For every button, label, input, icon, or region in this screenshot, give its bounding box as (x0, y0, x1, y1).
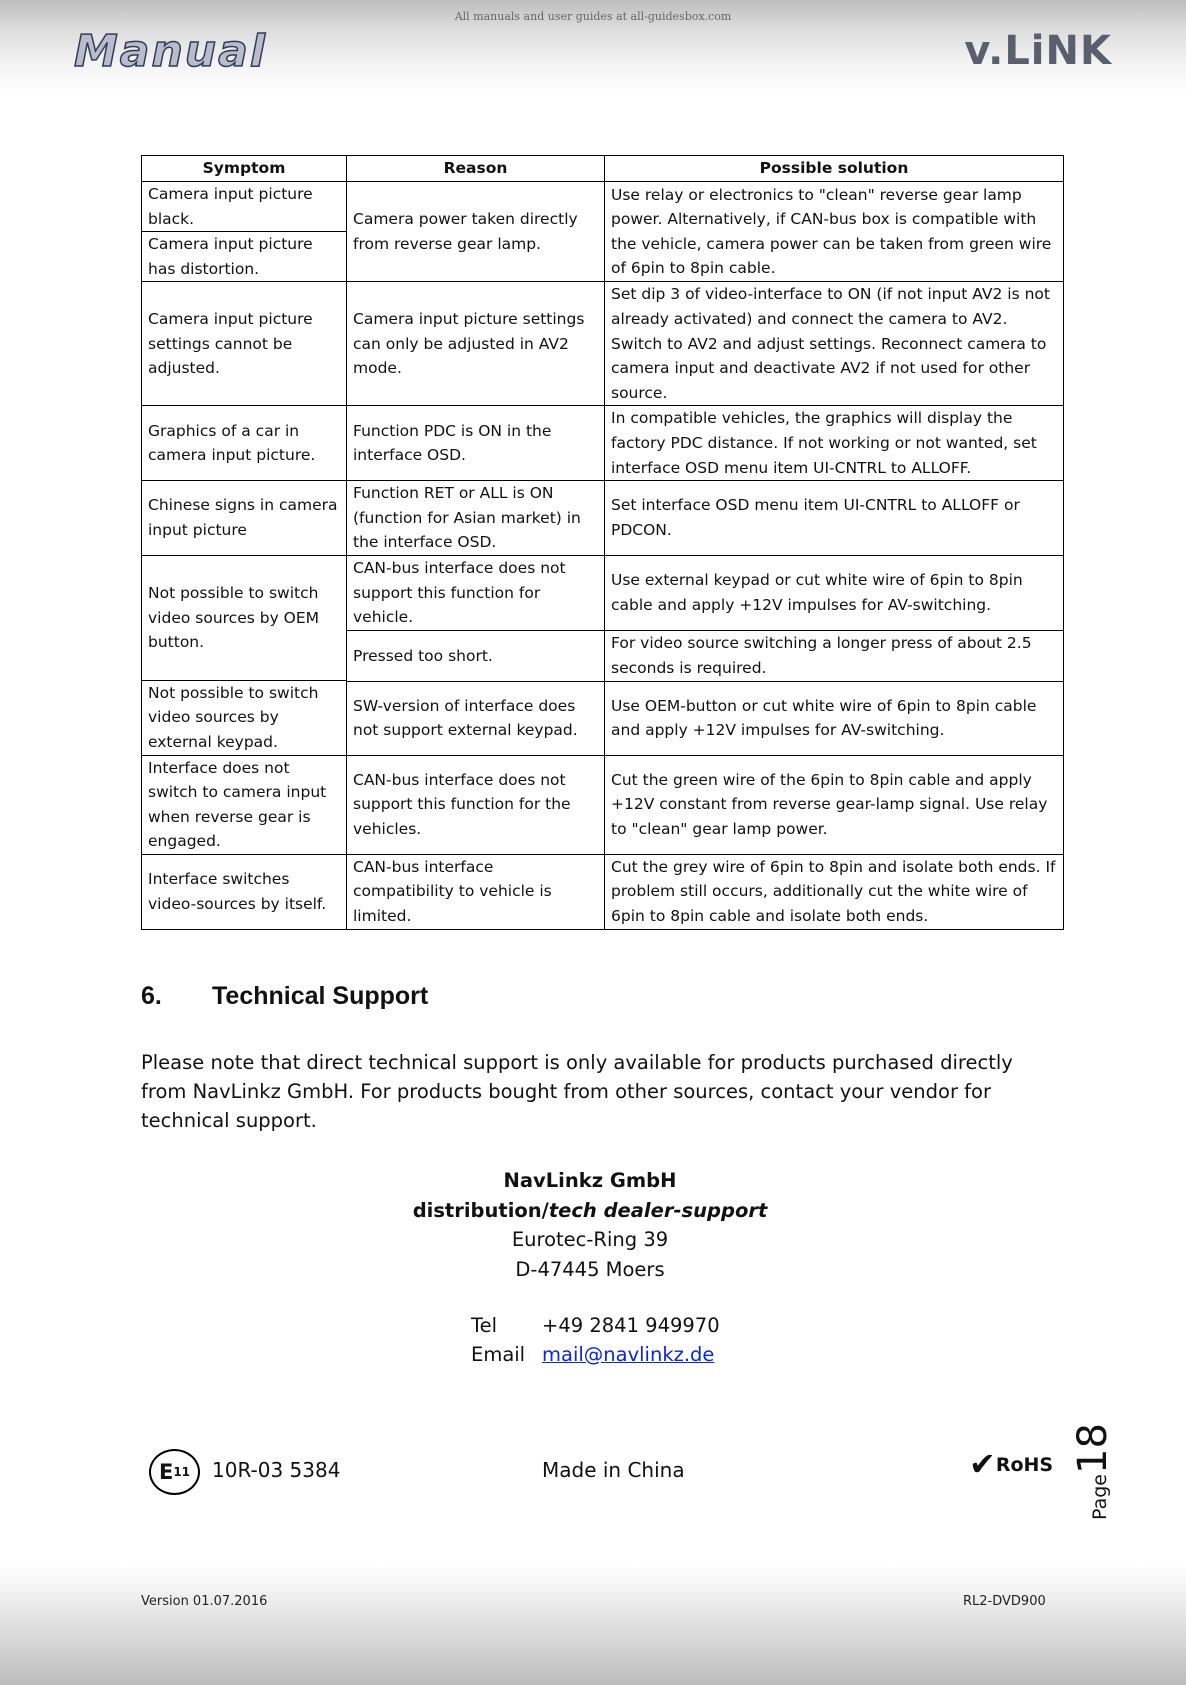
table-header-row (142, 156, 1064, 182)
reason-cell: Pressed too short. (347, 630, 605, 681)
symptom-cell: Graphics of a car in camera input picture. (142, 406, 347, 481)
column-header-reason: Reason (347, 156, 605, 182)
contact-block (380, 1166, 800, 1284)
table-row (142, 854, 1064, 929)
tel-row (471, 1314, 720, 1337)
column-header-symptom: Symptom (142, 156, 347, 182)
section-number: 6. (141, 982, 162, 1010)
table-row (142, 282, 1064, 406)
reason-cell: Camera input picture settings can only be adjusted in AV2 mode. (347, 282, 605, 406)
symptom-cell: Camera input picture black. (142, 182, 347, 232)
email-label: Email (471, 1343, 526, 1366)
table-row (142, 406, 1064, 481)
symptom-cell: Camera input picture has distortion. (142, 232, 347, 282)
page-number-value: 18 (1070, 1423, 1116, 1474)
reason-cell: Function RET or ALL is ON (function for Asian market) in the interface OSD. (347, 481, 605, 556)
solution-cell: Use relay or electronics to "clean" reverse gear lamp power. Alternatively, if CAN-bus box is compatible with the vehicle, camera power can be taken from green wire of 6pin to 8pin cable. (605, 182, 1064, 282)
solution-cell: For video source switching a longer press of about 2.5 seconds is required. (605, 630, 1064, 681)
section-heading (141, 982, 428, 1011)
symptom-cell: Chinese signs in camera input picture (142, 481, 347, 556)
vlink-logo: v.LiNK (964, 28, 1112, 74)
symptom-cell: Interface switches video-sources by itself. (142, 854, 347, 929)
certification-number: 10R-03 5384 (212, 1458, 341, 1482)
page-number (1070, 1423, 1116, 1520)
footer-band (0, 1565, 1186, 1685)
cert-mark-letter: E (158, 1460, 174, 1484)
checkmark-icon: ✔ (969, 1445, 996, 1483)
version-label: Version 01.07.2016 (141, 1594, 268, 1609)
reason-cell: Function PDC is ON in the interface OSD. (347, 406, 605, 481)
made-in-label: Made in China (542, 1458, 685, 1482)
email-row (471, 1343, 714, 1366)
troubleshooting-table (141, 155, 1064, 930)
tel-value: +49 2841 949970 (542, 1314, 720, 1337)
reason-cell: CAN-bus interface compatibility to vehicle is limited. (347, 854, 605, 929)
solution-cell: Use OEM-button or cut white wire of 6pin to 8pin cable and apply +12V impulses for AV-switching. (605, 682, 1064, 755)
rohs-label: RoHS (995, 1454, 1054, 1476)
symptom-cell: Not possible to switch video sources by external keypad. (142, 680, 347, 755)
solution-cell: Set interface OSD menu item UI-CNTRL to ALLOFF or PDCON. (605, 481, 1064, 556)
company-name: NavLinkz GmbH (503, 1169, 677, 1192)
e11-certification-mark (149, 1449, 200, 1495)
solution-cell: Cut the grey wire of 6pin to 8pin and isolate both ends. If problem still occurs, additionally cut the white wire of 6pin to 8pin cable and isolate both ends. (605, 854, 1064, 929)
support-intro-paragraph: Please note that direct technical support is only available for products purchased directly from NavLinkz GmbH. For products bought from other sources, contact your vendor for technical support. (141, 1051, 1013, 1132)
page-word: Page (1089, 1474, 1111, 1520)
city-address: D-47445 Moers (515, 1257, 665, 1281)
department-prefix: distribution/ (412, 1198, 549, 1222)
table-row (142, 755, 1064, 854)
table-row (142, 182, 1064, 232)
symptom-cell: Not possible to switch video sources by OEM button. (142, 555, 347, 680)
solution-cell: Cut the green wire of the 6pin to 8pin cable and apply +12V constant from reverse gear-lamp signal. Use relay to "clean" gear lamp power. (605, 755, 1064, 854)
symptom-cell: Interface does not switch to camera input when reverse gear is engaged. (142, 755, 347, 854)
reason-cell: SW-version of interface does not support external keypad. (347, 682, 605, 755)
rohs-mark (969, 1445, 1053, 1483)
department-line (380, 1196, 800, 1226)
table-row (142, 555, 1064, 630)
cert-mark-sub: 11 (173, 1465, 191, 1479)
model-label: RL2-DVD900 (963, 1594, 1046, 1609)
reason-cell: CAN-bus interface does not support this function for vehicle. (347, 555, 605, 630)
reason-cell: CAN-bus interface does not support this function for the vehicles. (347, 755, 605, 854)
section-title: Technical Support (212, 982, 429, 1010)
department-italic: tech dealer-support (548, 1198, 768, 1222)
solution-cell: Set dip 3 of video-interface to ON (if not input AV2 is not already activated) and connect the camera to AV2. Switch to AV2 and adjust settings. Reconnect camera to camera input and deactivate AV2 if not used for other source. (605, 282, 1064, 406)
email-link[interactable]: mail@navlinkz.de (542, 1343, 715, 1366)
street-address: Eurotec-Ring 39 (511, 1228, 669, 1251)
solution-cell: Use external keypad or cut white wire of 6pin to 8pin cable and apply +12V impulses for AV-switching. (605, 555, 1064, 630)
reason-cell: Camera power taken directly from reverse gear lamp. (347, 182, 605, 282)
tel-label: Tel (471, 1314, 498, 1337)
table-row (142, 481, 1064, 556)
solution-cell: In compatible vehicles, the graphics will display the factory PDC distance. If not working or not wanted, set interface OSD menu item UI-CNTRL to ALLOFF. (605, 406, 1064, 481)
symptom-cell: Camera input picture settings cannot be adjusted. (142, 282, 347, 406)
manual-logo: Manual (74, 26, 267, 77)
watermark-text: All manuals and user guides at all-guidesbox.com (454, 10, 732, 23)
column-header-solution: Possible solution (605, 156, 1064, 182)
